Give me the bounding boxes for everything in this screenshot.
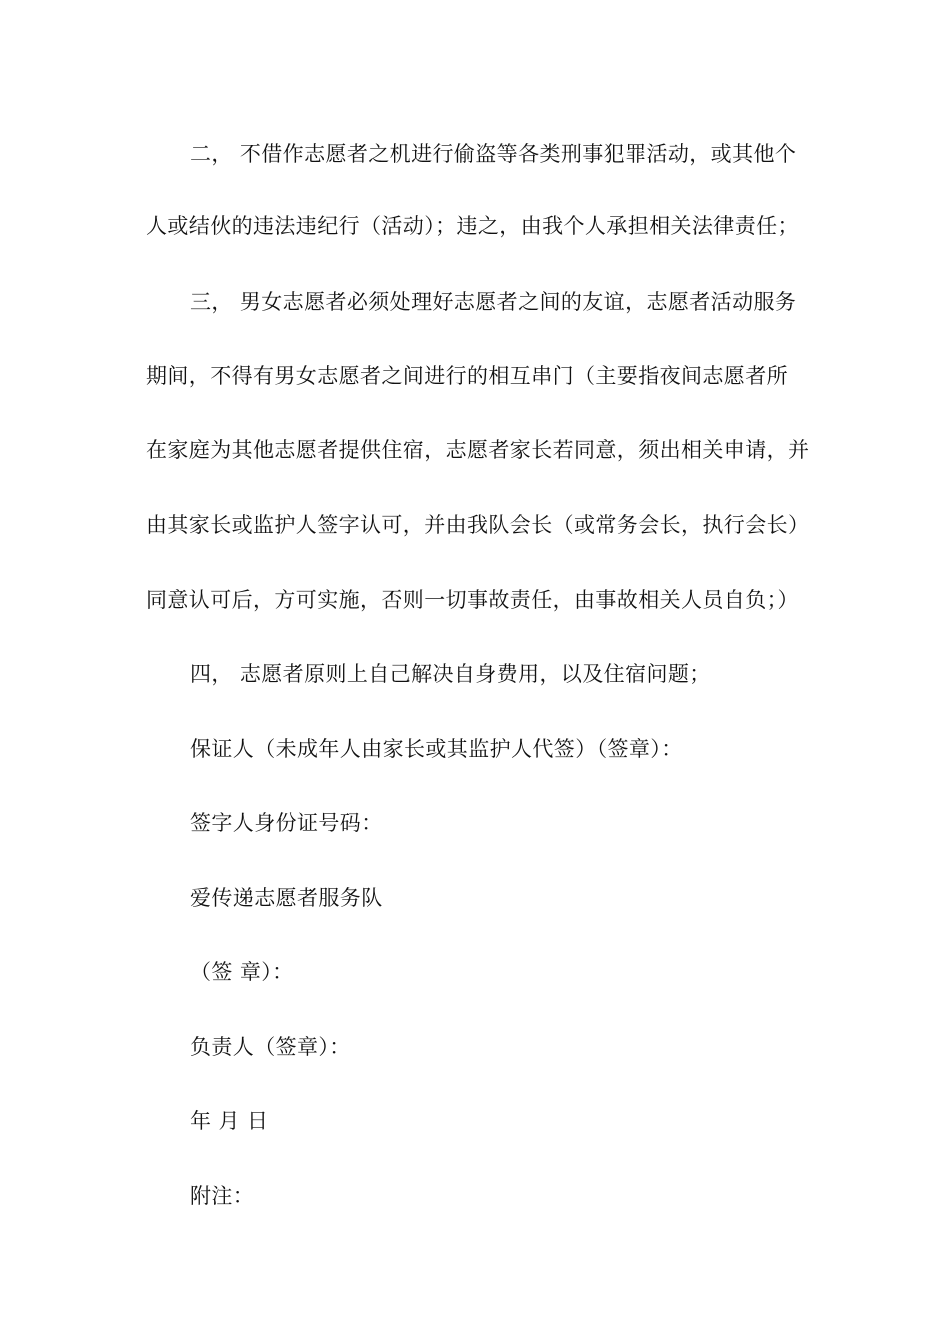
guarantor-signature-line: 保证人（未成年人由家长或其监护人代签）（签章）： — [190, 737, 683, 761]
paragraph-3-line-2: 期间，不得有男女志愿者之间进行的相互串门（主要指夜间志愿者所 — [146, 364, 788, 388]
id-number-line: 签字人身份证号码： — [190, 811, 383, 835]
organization-name: 爱传递志愿者服务队 — [190, 886, 383, 910]
paragraph-3-line-3: 在家庭为其他志愿者提供住宿，志愿者家长若同意，须出相关申请，并 — [146, 438, 810, 462]
organization-seal-line: （签 章）： — [190, 960, 294, 984]
paragraph-2-line-2: 人或结伙的违法违纪行（活动）；违之，由我个人承担相关法律责任； — [146, 214, 799, 238]
note-line: 附注： — [190, 1184, 255, 1208]
responsible-person-line: 负责人（签章）： — [190, 1035, 351, 1059]
date-line: 年 月 日 — [190, 1109, 269, 1133]
paragraph-3-line-5: 同意认可后，方可实施，否则一切事故责任，由事故相关人员自负；） — [146, 588, 799, 612]
paragraph-4-line-1: 四， 志愿者原则上自己解决自身费用，以及住宿问题； — [190, 662, 711, 686]
paragraph-3-line-1: 三， 男女志愿者必须处理好志愿者之间的友谊，志愿者活动服务 — [190, 290, 797, 314]
paragraph-3-line-4: 由其家长或监护人签字认可，并由我队会长（或常务会长，执行会长） — [146, 513, 810, 537]
paragraph-2-line-1: 二， 不借作志愿者之机进行偷盗等各类刑事犯罪活动，或其他个 — [190, 142, 797, 166]
